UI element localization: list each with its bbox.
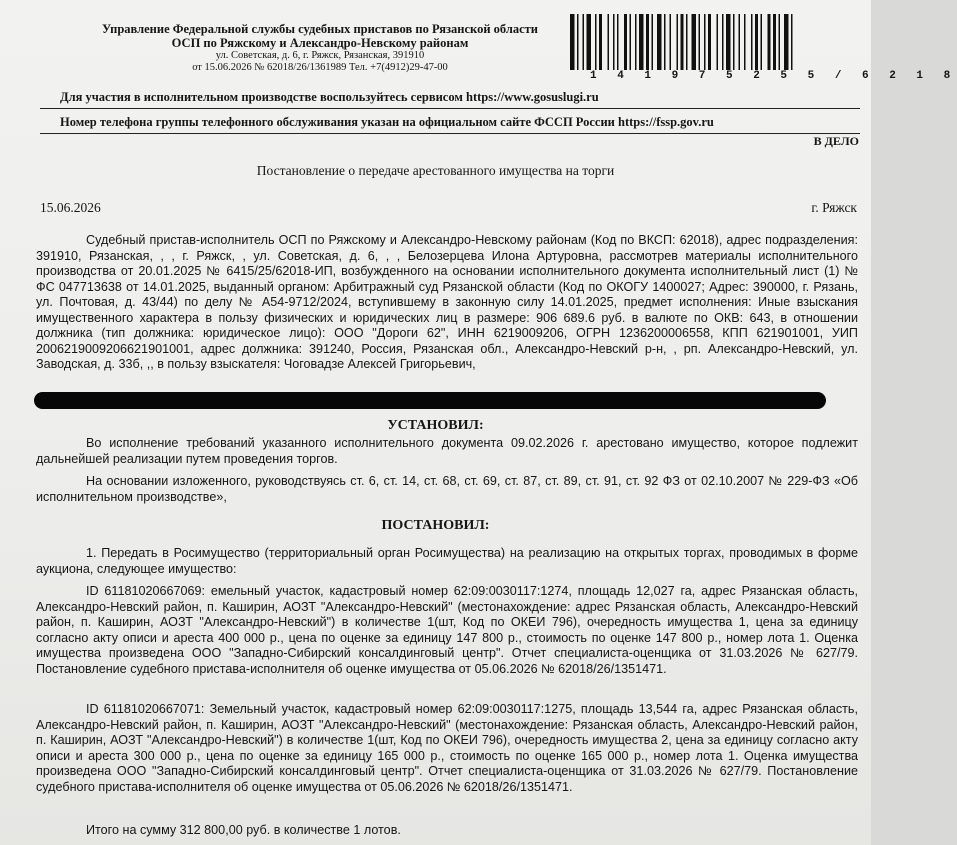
department-name: ОСП по Ряжскому и Александро-Невскому районам	[171, 36, 469, 50]
ustanovil-paragraph: Во исполнение требований указанного исполнительного документа 09.02.2026 г. арестовано имущество, которое подлежит дальнейшей реализации путем проведения торгов.	[36, 436, 858, 466]
phone-notice: Номер телефона группы телефонного обслуживания указан на официальном сайте ФССП России https://fssp.gov.ru	[60, 115, 714, 129]
header-divider-top	[40, 108, 860, 109]
document-city: г. Ряжск	[811, 200, 857, 215]
issuer-block	[40, 22, 600, 74]
file-stamp: В ДЕЛО	[813, 134, 859, 148]
document-title: Постановление о передаче арестованного имущества на торги	[256, 163, 615, 178]
redaction-bar	[34, 392, 826, 409]
property-item-2: ID 61181020667071: Земельный участок, кадастровый номер 62:09:0030117:1275, площадь 13,544 га, адрес Рязанская область, Александро-Невский район, п. Каширин, АОЗТ "Александро-Невский" (местонахождение: Рязанская область, Александро-Невский район, п. Каширин, АОЗТ "Александро-Невский") в количестве 1(шт, Код по ОКЕИ 796), очередность имущества 2, цена за единицу согласно акту описи и ареста 300 000 р., цена по оценке за единицу 165 000 р., стоимость по оценке 165 000 р., номер лота 1. Оценка имущества произведена ООО "Западно-Сибирский консалдинговый центр". Отчет специалиста-оценщика от 31.03.2026 № 627/79. Постановление судебного пристава-исполнителя об оценке имущества от 05.06.2026 № 62018/26/1351471.	[36, 702, 858, 794]
document-date: 15.06.2026	[40, 200, 101, 215]
barcode-number: 1 4 1 9 7 5 2 5 5 / 6 2 1 8	[590, 70, 957, 82]
heading-postanovil: ПОСТАНОВИЛ:	[381, 518, 490, 533]
intro-paragraph: Судебный пристав-исполнитель ОСП по Ряжскому и Александро-Невскому районам (Код по ВКСП: 62018), адрес подразделения: 391910, Рязанская, , , г. Ряжск, , ул. Советская, д. 6, , , Белозерцева Илона Артуровна, рассмотрев материалы исполнительного производства от 20.01.2025 № 6415/25/62018-ИП, возбужденного на основании исполнительного документа исполнительный лист (1) № ФС 047713638 от 14.01.2025, выданный органом: Арбитражный суд Рязанской области (Код по ОКОГУ 1400027; Адрес: 390000, г. Рязань, ул. Почтовая, д. 43/44) по делу № А54-9712/2024, вступившему в законную силу 14.01.2025, предмет исполнения: Иные взыскания имущественного характера в пользу физических и юридических лиц в размере: 906 689.6 руб. в валюте по ОКВ: 643, в отношении должника (тип должника: юридическое лицо): ООО "Дороги 62", ИНН 6219009206, ОГРН 1236200006558, КПП 621901001, УИП 2006219009206621901001, адрес должника: 391240, Россия, Рязанская обл., Александро-Невский р-н, , рп. Александро-Невский, ул. Заводская, д. 33б, ,, в пользу взыскателя: Чоговадзе Алексей Григорьевич,	[36, 233, 858, 371]
total-line: Итого на сумму 312 800,00 руб. в количестве 1 лотов.	[86, 823, 401, 837]
basis-paragraph: На основании изложенного, руководствуясь ст. 6, ст. 14, ст. 68, ст. 69, ст. 87, ст. 89, ст. 91, ст. 92 ФЗ от 02.10.2007 № 229-ФЗ «Об исполнительном производстве»,	[36, 474, 858, 504]
barcode	[570, 14, 860, 70]
reference-and-phone: от 15.06.2026 № 62018/26/1361989 Тел. +7(4912)29-47-00	[192, 62, 448, 73]
header-divider-bottom	[40, 133, 860, 134]
clause-1: 1. Передать в Росимущество (территориальный орган Росимущества) на реализацию на открытых торгах, проводимых в форме аукциона, следующее имущество:	[36, 546, 858, 576]
gosuslugi-notice: Для участия в исполнительном производстве воспользуйтесь сервисом https://www.gosuslugi.ru	[60, 90, 599, 104]
department-address: ул. Советская, д. 6, г. Ряжск, Рязанская, 391910	[215, 50, 425, 61]
heading-ustanovil: УСТАНОВИЛ:	[387, 418, 484, 433]
property-item-1: ID 61181020667069: емельный участок, кадастровый номер 62:09:0030117:1274, площадь 12,027 га, адрес Рязанская область, Александро-Невский район, п. Каширин, АОЗТ "Александро-Невский" (местонахождение: адрес Рязанская область, Александро-Невский район, п. Каширин, АОЗТ "Александро-Невский") в количестве 1(шт, Код по ОКЕИ 796), очередность имущества 1, цена за единицу согласно акту описи и ареста 400 000 р., цена по оценке за единицу 147 800 р., стоимость по оценке 147 800 р., номер лота 1. Оценка имущества произведена ООО "Западно-Сибирский консалдинговый центр". Отчет специалиста-оценщика от 31.03.2026 № 627/79. Постановление судебного пристава-исполнителя об оценке имущества от 05.06.2026 № 62018/26/1351471.	[36, 584, 858, 676]
issuer-name: Управление Федеральной службы судебных приставов по Рязанской области	[101, 22, 539, 36]
